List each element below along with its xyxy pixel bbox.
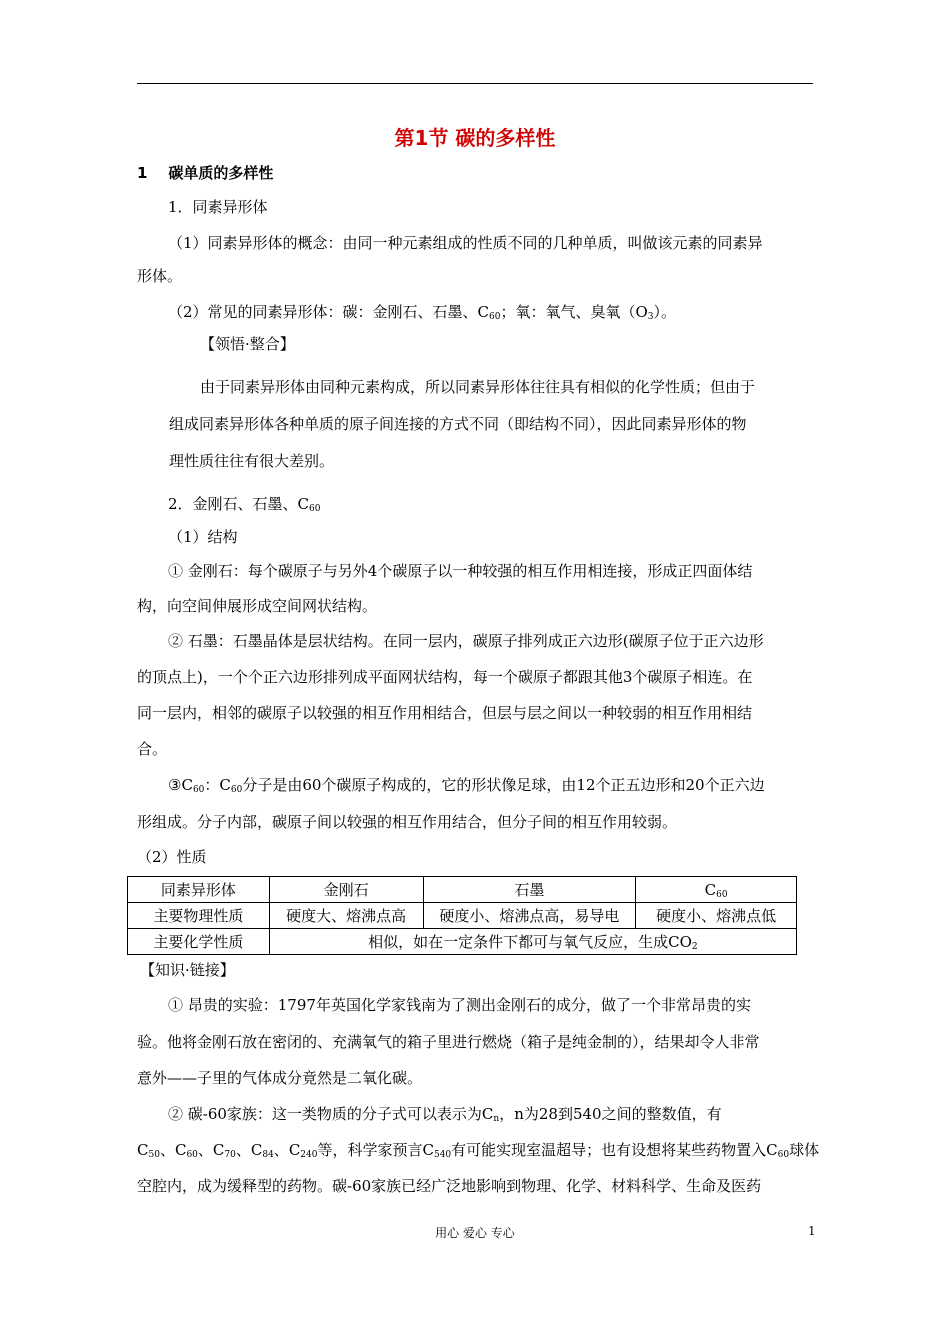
- subscript-3: 3: [647, 312, 654, 322]
- chemical-property-text: 相似，如在一定条件下都可与氧气反应，生成CO: [368, 932, 692, 951]
- graphite-line1: ② 石墨：石墨晶体是层状结构。在同一层内，碳原子排列成正六边形(碳原子位于正六边形: [168, 632, 764, 650]
- knowledge-box-heading: 【知识·链接】: [140, 961, 235, 979]
- subscript-70: 70: [224, 1150, 236, 1160]
- common-allotropes-text-c: ）。: [653, 303, 677, 321]
- diamond-line1: ① 金刚石：每个碳原子与另外4个碳原子以一种较强的相互作用相连接，形成正四面体结: [168, 562, 753, 580]
- header-rule: [137, 83, 813, 84]
- subscript-60: 60: [716, 889, 728, 900]
- knowledge-item2-line1: [168, 1104, 722, 1124]
- formula-c: C: [250, 1141, 263, 1159]
- table-cell: [269, 929, 796, 955]
- table-header-cell: 石墨: [423, 877, 636, 903]
- separator: 、: [273, 1141, 289, 1159]
- separator: 、: [197, 1141, 213, 1159]
- structure-heading: （1）结构: [168, 528, 238, 546]
- table-header-cell: [636, 877, 797, 903]
- table-row: [128, 929, 797, 955]
- paragraph-common-allotropes: [168, 302, 676, 322]
- subscript-60: 60: [230, 785, 243, 795]
- subheading-carbon-forms: [168, 494, 320, 514]
- insight-box-heading: 【领悟·整合】: [200, 335, 295, 353]
- formula-c: C: [137, 1141, 149, 1159]
- knowledge-item1-line2: 验。他将金刚石放在密闭的、充满氧气的箱子里进行燃烧（箱子是纯金制的），结果却令人非常: [137, 1033, 760, 1051]
- table-cell: 硬度大、熔沸点高: [269, 903, 423, 929]
- table-cell: 主要化学性质: [128, 929, 270, 955]
- knowledge-item2-line3: 空腔内，成为缓释型的药物。碳-60家族已经广泛地影响到物理、化学、材料科学、生命及医药: [137, 1177, 762, 1195]
- properties-heading: （2）性质: [137, 848, 207, 866]
- paragraph-concept-line1: （1）同素异形体的概念：由同一种元素组成的性质不同的几种单质，叫做该元素的同素异: [168, 234, 763, 252]
- graphite-line4: 合。: [137, 740, 168, 758]
- table-header-cell: 同素异形体: [128, 877, 270, 903]
- subscript-60: 60: [186, 1150, 198, 1160]
- properties-table: [127, 876, 797, 955]
- page-number: 1: [808, 1224, 816, 1238]
- subscript-2: 2: [691, 941, 698, 952]
- separator: 、: [159, 1141, 175, 1159]
- c60-line2: 形组成。分子内部，碳原子间以较强的相互作用结合，但分子间的相互作用较弱。: [137, 813, 678, 831]
- table-header-cell: 金刚石: [269, 877, 423, 903]
- subscript-50: 50: [148, 1150, 160, 1160]
- graphite-line2: 的顶点上)，一个个正六边形排列成平面网状结构，每一个碳原子都跟其他3个碳原子相连。在: [137, 668, 753, 686]
- knowledge-item1-line3: 意外——子里的气体成分竟然是二氧化碳。: [137, 1069, 423, 1087]
- page-title: 第1节 碳的多样性: [394, 126, 556, 150]
- table-row: [128, 877, 797, 903]
- insight-paragraph-line3: 理性质往往有很大差别。: [169, 452, 335, 470]
- subscript-84: 84: [262, 1150, 274, 1160]
- common-allotropes-text-b: ；氧：氧气、臭氧（O: [500, 303, 648, 321]
- graphite-line3: 同一层内，相邻的碳原子以较强的相互作用相结合，但层与层之间以一种较弱的相互作用相结: [137, 704, 753, 722]
- subscript-60: 60: [777, 1150, 790, 1160]
- section-number: 1: [137, 164, 148, 182]
- formula-c: C: [288, 1141, 301, 1159]
- subscript-60: 60: [192, 785, 205, 795]
- formula-c: C: [212, 1141, 225, 1159]
- table-cell: 硬度小、熔沸点高，易导电: [423, 903, 636, 929]
- c60-text-a: ③C: [168, 776, 193, 794]
- insight-paragraph-line2: 组成同素异形体各种单质的原子间连接的方式不同（即结构不同），因此同素异形体的物: [169, 415, 747, 433]
- table-cell: 硬度小、熔沸点低: [636, 903, 797, 929]
- subscript-240: 240: [300, 1150, 318, 1160]
- c60-family-text-e: 球体: [789, 1141, 820, 1159]
- c60-text-b: ：C: [204, 776, 231, 794]
- table-row: [128, 903, 797, 929]
- page-footer: 用心 爱心 专心: [435, 1226, 515, 1240]
- subscript-n: n: [493, 1114, 500, 1124]
- paragraph-concept-line2: 形体。: [137, 267, 183, 285]
- c60-family-text-c: 等，科学家预言C: [317, 1141, 434, 1159]
- table-cell: 主要物理性质: [128, 903, 270, 929]
- common-allotropes-text-a: （2）常见的同素异形体：碳：金刚石、石墨、C: [168, 303, 490, 321]
- section-heading-text: 碳单质的多样性: [168, 164, 274, 182]
- carbon-forms-text: 2．金刚石、石墨、C: [168, 495, 310, 513]
- c60-text-c: 分子是由60个碳原子构成的，它的形状像足球，由12个正五边形和20个正六边: [242, 776, 765, 794]
- c60-family-text-b: ，n为28到540之间的整数值，有: [499, 1105, 722, 1123]
- insight-paragraph-line1: 由于同素异形体由同种元素构成，所以同素异形体往往具有相似的化学性质；但由于: [200, 378, 756, 396]
- c60-line1: [168, 775, 765, 795]
- section-heading: [137, 163, 273, 183]
- c60-label: C: [704, 880, 717, 899]
- formula-c: C: [174, 1141, 187, 1159]
- diamond-line2: 构，向空间伸展形成空间网状结构。: [137, 597, 378, 615]
- subscript-60: 60: [309, 504, 321, 514]
- separator: 、: [235, 1141, 251, 1159]
- c60-family-text-d: 有可能实现室温超导；也有设想将某些药物置入C: [451, 1141, 778, 1159]
- subscript-60: 60: [489, 312, 501, 322]
- subheading-allotrope: 1．同素异形体: [168, 198, 268, 216]
- subscript-540: 540: [433, 1150, 452, 1160]
- knowledge-item2-line2: [137, 1140, 819, 1160]
- knowledge-item1-line1: ① 昂贵的实验：1797年英国化学家钱南为了测出金刚石的成分，做了一个非常昂贵的实: [168, 996, 751, 1014]
- c60-family-text-a: ② 碳-60家族：这一类物质的分子式可以表示为C: [168, 1105, 494, 1123]
